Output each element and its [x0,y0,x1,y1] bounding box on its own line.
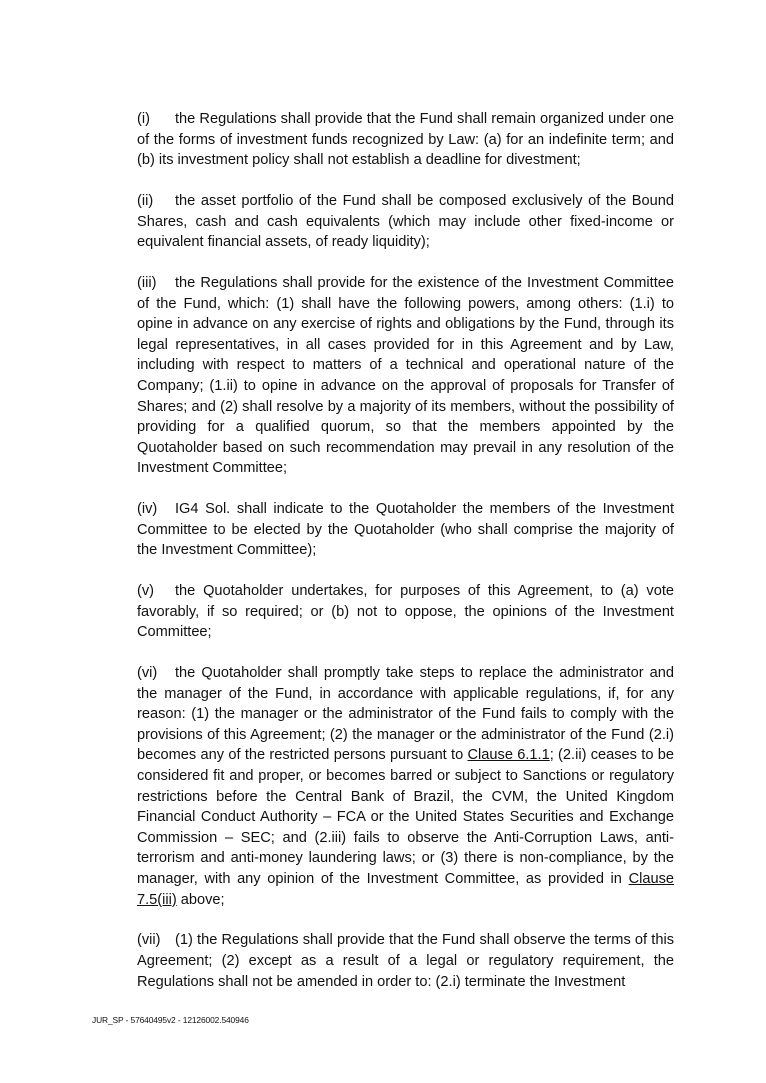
item-text: the Regulations shall provide that the Fund shall remain organized under one of the forms of investment funds recognized by Law: (a) for an indefinite term; and (b) its investment policy shall not establish a deadline for divestment; [137,111,674,169]
item-text: above; [176,891,225,908]
item-text: the asset portfolio of the Fund shall be composed exclusively of the Bound Shares, cash and cash equivalents (which may include other fixed-income or equivalent financial assets, of ready liquidity); [137,192,674,251]
clause-reference-link[interactable]: Clause 6.1.1 [467,747,550,764]
item-text: the Quotaholder undertakes, for purposes of this Agreement, to (a) vote favorably, if so required; or (b) not to oppose, the opinions of the Investment Committee; [137,583,674,641]
clause-item-ii [137,191,674,253]
clause-reference-link[interactable]: Clause 7.5(iii) [137,870,674,908]
clause-item-vi [137,663,674,910]
item-text: IG4 Sol. shall indicate to the Quotaholder the members of the Investment Committee to be elected by the Quotaholder (who shall comprise the majority of the Investment Committee); [137,501,674,559]
item-text: (1) the Regulations shall provide that the Fund shall observe the terms of this Agreement; (2) except as a result of a legal or regulatory requirement, the Regulations shall not be amended in order to: (2.i) terminate the Investment [137,932,674,990]
item-text: the Regulations shall provide for the existence of the Investment Committee of the Fund, which: (1) shall have the following powers, among others: (1.i) to opine in advance on any exercise of rights and obligations by the Fund, through its legal representatives, in all cases provided for in this Agreement and by Law, including with respect to matters of a technical and operational nature of the Company; (1.ii) to opine in advance on the approval of proposals for Transfer of Shares; and (2) shall resolve by a majority of its members, without the possibility of providing for a qualified quorum, so that the members appointed by the Quotaholder based on such recommendation may prevail in any resolution of the Investment Committee; [137,274,674,477]
clause-item-v [137,581,674,643]
clause-item-iv [137,499,674,561]
item-number: (iv) [137,501,158,518]
clause-item-iii [137,273,674,479]
item-number: (vi) [137,665,158,681]
clause-item-vii [137,930,674,992]
item-number: (vii) [137,932,161,949]
item-text: ; (2.ii) ceases to be considered fit and proper, or becomes barred or subject to Sanctions or regulatory restrictions before the Central Bank of Brazil, the CVM, the United Kingdom Financial Conduct Authority – FCA or the United States Securities and Exchange Commission – SEC; and (2.iii) fails to observe the Anti-Corruption Laws, anti-terrorism and anti-money laundering laws; or (3) there is non-compliance, by the manager, with any opinion of the Investment Committee, as provided in [137,747,674,887]
clause-item-i [137,109,674,171]
item-text: the Quotaholder shall promptly take steps to replace the administrator and the manager of the Fund, in accordance with applicable regulations, if, for any reason: (1) the manager or the administrator of the Fund fails to comply with the provisions of this Agreement; (2) the manager or the administrator of the Fund (2.i) becomes any of the restricted persons pursuant to [137,665,674,764]
item-number: (v) [137,583,155,600]
item-number: (iii) [137,274,157,291]
item-number: (ii) [137,192,154,209]
document-footer-id: JUR_SP - 57640495v2 - 12126002.540946 [92,1015,249,1025]
item-number: (i) [137,111,150,127]
document-body [137,109,674,1012]
